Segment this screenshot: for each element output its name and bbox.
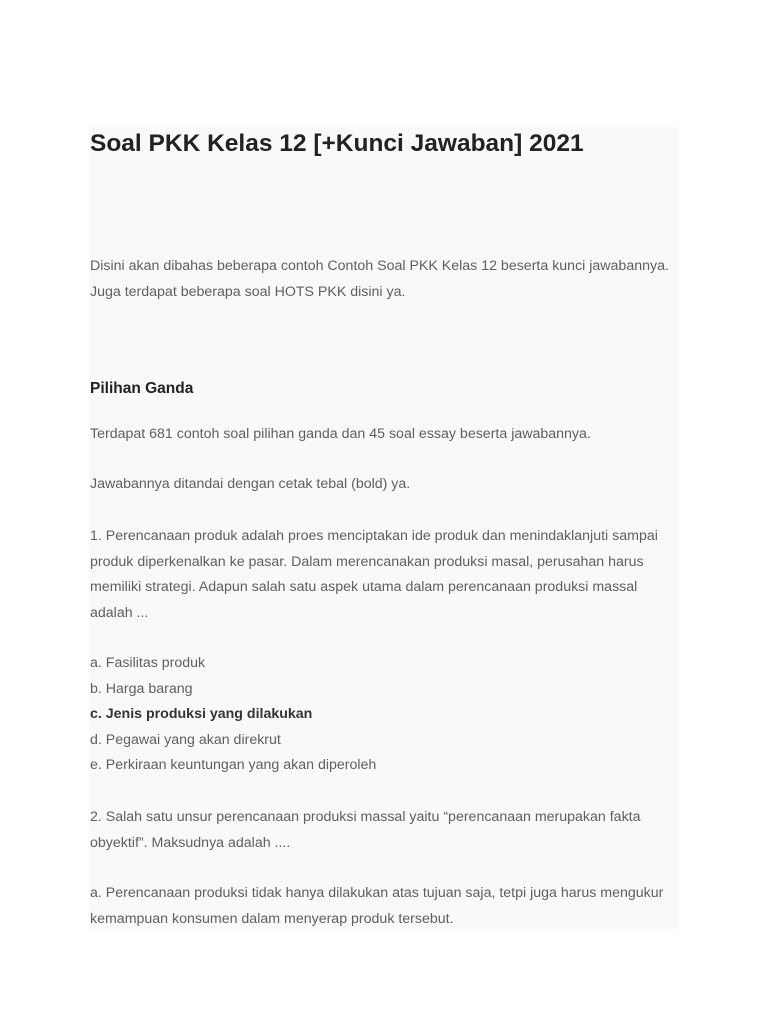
page-title: Soal PKK Kelas 12 [+Kunci Jawaban] 2021	[90, 130, 584, 157]
section-heading: Pilihan Ganda	[90, 380, 194, 397]
summary-paragraph: Terdapat 681 contoh soal pilihan ganda dan 45 soal essay beserta jawabannya.	[90, 426, 591, 442]
question-1-option-d: d. Pegawai yang akan direkrut	[90, 731, 281, 748]
question-2-text: 2. Salah satu unsur perencanaan produksi massal yaitu “perencanaan merupakan fakta obyektif”. Maksudnya adalah ....	[90, 809, 641, 851]
article-page	[90, 127, 678, 929]
question-1-option-a: a. Fasilitas produk	[90, 655, 206, 671]
intro-paragraph: Disini akan dibahas beberapa contoh Contoh Soal PKK Kelas 12 beserta kunci jawabannya. Juga terdapat beberapa soal HOTS PKK disini ya.	[90, 258, 669, 300]
question-1-options	[90, 651, 678, 779]
question-1-text: 1. Perencanaan produk adalah proes menciptakan ide produk dan menindaklanjuti sampai produk diperkenalkan ke pasar. Dalam merencanakan produksi masal, perusahan harus memiliki strategi. Adapun salah satu aspek utama dalam perencanaan produksi massal adalah ...	[90, 528, 658, 621]
question-1-option-e: e. Perkiraan keuntungan yang akan diperoleh	[90, 757, 377, 774]
note-paragraph: Jawabannya ditandai dengan cetak tebal (bold) ya.	[90, 476, 411, 492]
question-2-option-a: a. Perencanaan produksi tidak hanya dilakukan atas tujuan saja, tetpi juga harus mengukur kemampuan konsumen dalam menyerap produk tersebut.	[90, 885, 664, 927]
question-1-option-b: b. Harga barang	[90, 680, 193, 697]
question-1-option-c-correct-answer: c. Jenis produksi yang dilakukan	[90, 706, 313, 723]
